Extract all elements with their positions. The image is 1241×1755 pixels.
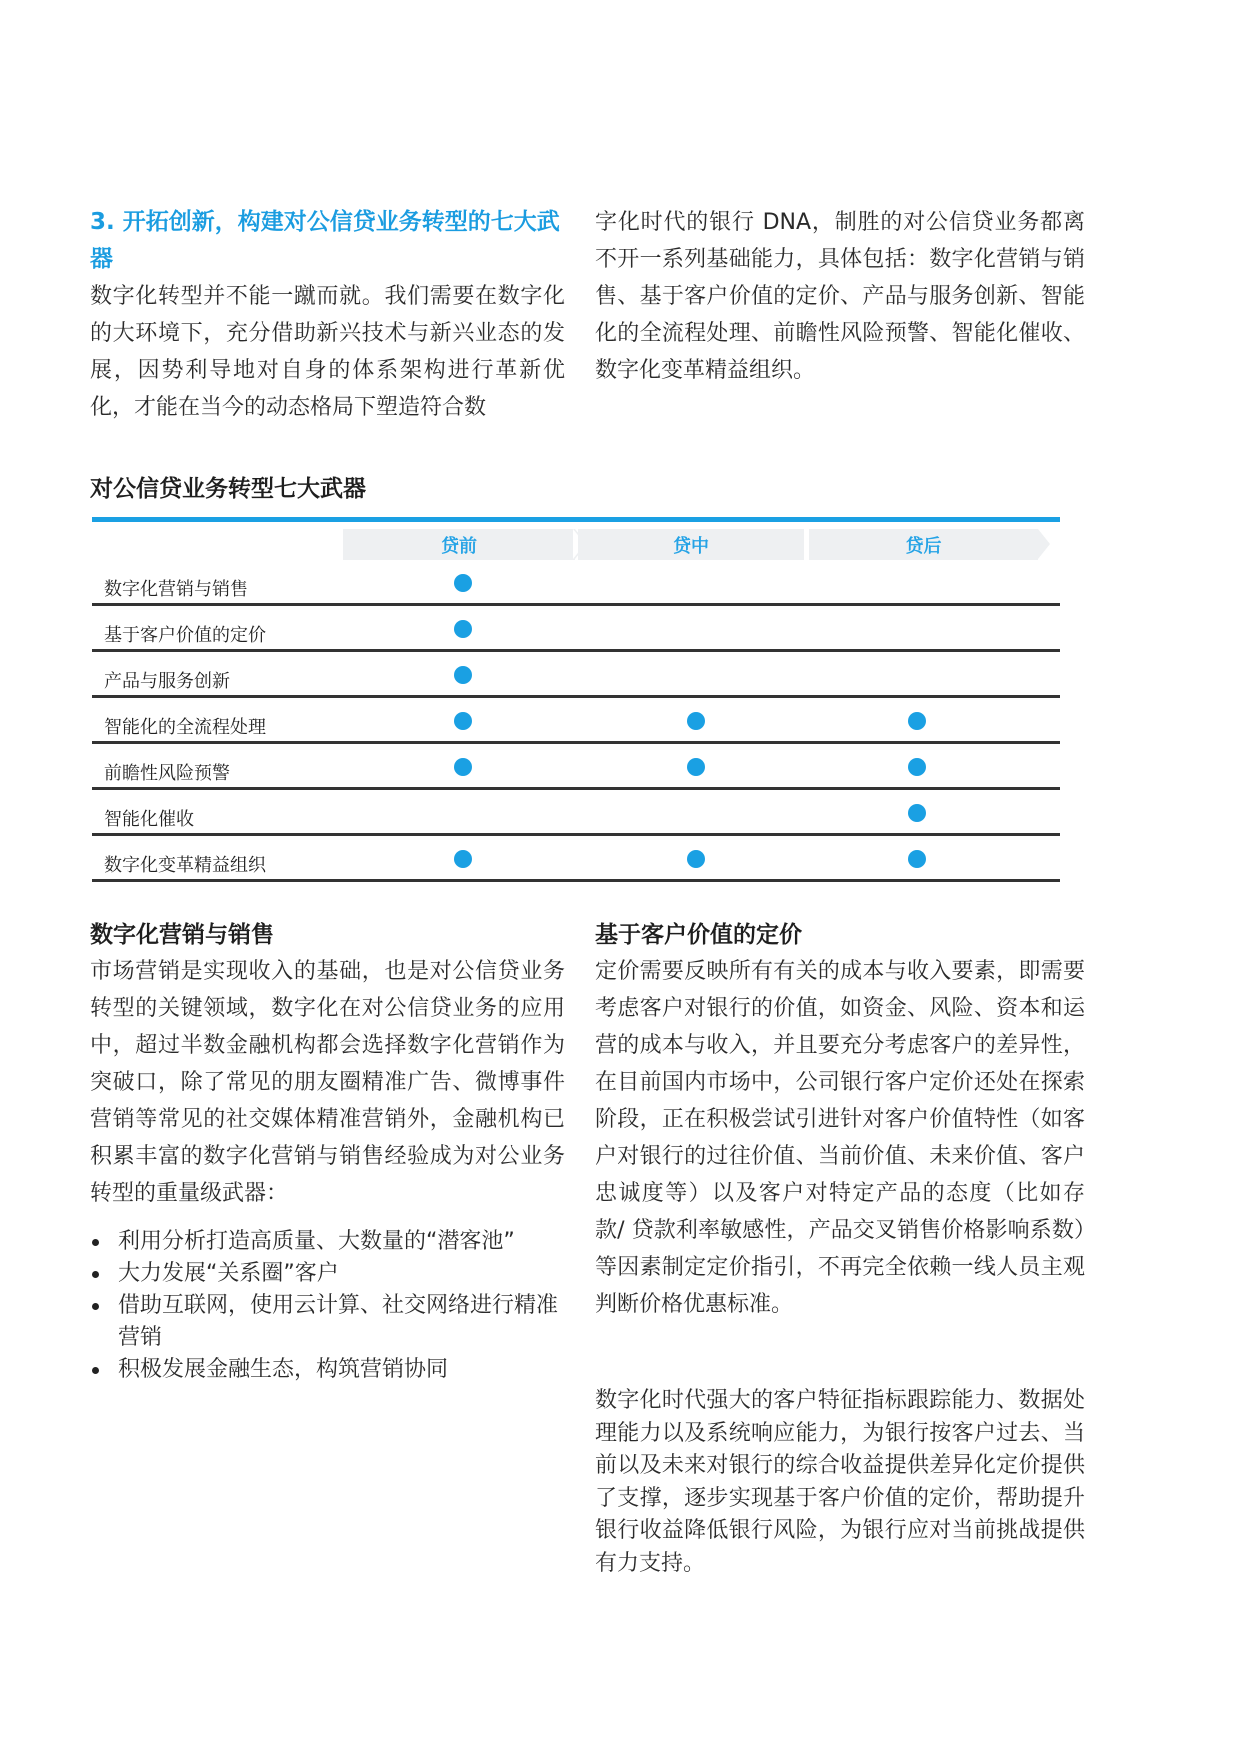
row-label: 基于客户价值的定价 <box>104 625 266 646</box>
marker-dot-pre <box>454 574 472 592</box>
table-row <box>92 562 1060 606</box>
table-title: 对公信贷业务转型七大武器 <box>90 476 366 502</box>
marker-dot-mid <box>687 850 705 868</box>
marker-dot-post <box>908 850 926 868</box>
row-divider <box>92 879 1060 882</box>
marker-dot-post <box>908 712 926 730</box>
marketing-heading: 数字化营销与销售 <box>90 922 274 948</box>
pricing-paragraph-1: 定价需要反映所有有关的成本与收入要素，即需要考虑客户对银行的价值，如资金、风险、资本和运营的成本与收入，并且要充分考虑客户的差异性，在目前国内市场中，公司银行客户定价还处在探索阶段，正在积极尝试引进针对客户价值特性（如客户对银行的过往价值、当前价值、未来价值、客户忠诚度等）以及客户对特定产品的态度（比如存款/ 贷款利率敏感性，产品交叉销售价格影响系数）等因素制定定价指引，不再完全依赖一线人员主观判断价格优惠标准。 <box>595 959 1085 1317</box>
intro-right-paragraph: 字化时代的银行 DNA，制胜的对公信贷业务都离不开一系列基础能力，具体包括：数字化营销与销售、基于客户价值的定价、产品与服务创新、智能化的全流程处理、前瞻性风险预警、智能化催收、数字化变革精益组织。 <box>595 210 1085 383</box>
table-row <box>92 838 1060 882</box>
marker-dot-post <box>908 804 926 822</box>
pricing-heading: 基于客户价值的定价 <box>595 922 802 948</box>
marker-dot-pre <box>454 850 472 868</box>
row-label: 智能化催收 <box>104 809 194 830</box>
marker-dot-pre <box>454 712 472 730</box>
row-divider <box>92 649 1060 652</box>
marker-dot-pre <box>454 620 472 638</box>
marketing-paragraph: 市场营销是实现收入的基础，也是对公信贷业务转型的关键领域，数字化在对公信贷业务的应用中，超过半数金融机构都会选择数字化营销作为突破口，除了常见的朋友圈精准广告、微博事件营销等常见的社交媒体精准营销外，金融机构已积累丰富的数字化营销与销售经验成为对公业务转型的重量级武器： <box>90 959 565 1206</box>
list-item: 大力发展“关系圈”客户 <box>90 1258 565 1290</box>
stage-pre: 贷前 <box>343 529 575 560</box>
marker-dot-pre <box>454 758 472 776</box>
stage-header <box>343 529 1050 560</box>
list-item: 借助互联网，使用云计算、社交网络进行精准营销 <box>90 1290 565 1354</box>
list-item: 利用分析打造高质量、大数量的“潜客池” <box>90 1226 565 1258</box>
row-label: 前瞻性风险预警 <box>104 763 230 784</box>
marketing-bullet-list <box>90 1226 565 1386</box>
stage-arrow <box>1038 529 1050 559</box>
section-heading: 3. 开拓创新，构建对公信贷业务转型的七大武器 <box>90 209 560 272</box>
row-divider <box>92 603 1060 606</box>
table-row <box>92 700 1060 744</box>
list-item: 积极发展金融生态，构筑营销协同 <box>90 1354 565 1386</box>
row-divider <box>92 833 1060 836</box>
intro-left-paragraph: 数字化转型并不能一蹴而就。我们需要在数字化的大环境下，充分借助新兴技术与新兴业态的发展，因势利导地对自身的体系架构进行革新优化，才能在当今的动态格局下塑造符合数 <box>90 284 565 420</box>
table-row <box>92 792 1060 836</box>
marker-dot-pre <box>454 666 472 684</box>
row-label: 智能化的全流程处理 <box>104 717 266 738</box>
table-row <box>92 746 1060 790</box>
row-divider <box>92 787 1060 790</box>
row-divider <box>92 695 1060 698</box>
stage-post: 贷后 <box>809 529 1038 560</box>
row-label: 数字化营销与销售 <box>104 579 248 600</box>
table-row <box>92 608 1060 652</box>
row-label: 数字化变革精益组织 <box>104 855 266 876</box>
pricing-paragraph-2: 数字化时代强大的客户特征指标跟踪能力、数据处理能力以及系统响应能力，为银行按客户过去、当前以及未来对银行的综合收益提供差异化定价提供了支撑，逐步实现基于客户价值的定价，帮助提升银行收益降低银行风险，为银行应对当前挑战提供有力支持。 <box>595 1388 1085 1576</box>
marker-dot-post <box>908 758 926 776</box>
table-top-bar <box>92 517 1060 522</box>
marker-dot-mid <box>687 758 705 776</box>
table-row <box>92 654 1060 698</box>
row-label: 产品与服务创新 <box>104 671 230 692</box>
marker-dot-mid <box>687 712 705 730</box>
stage-mid: 贷中 <box>578 529 804 560</box>
row-divider <box>92 741 1060 744</box>
